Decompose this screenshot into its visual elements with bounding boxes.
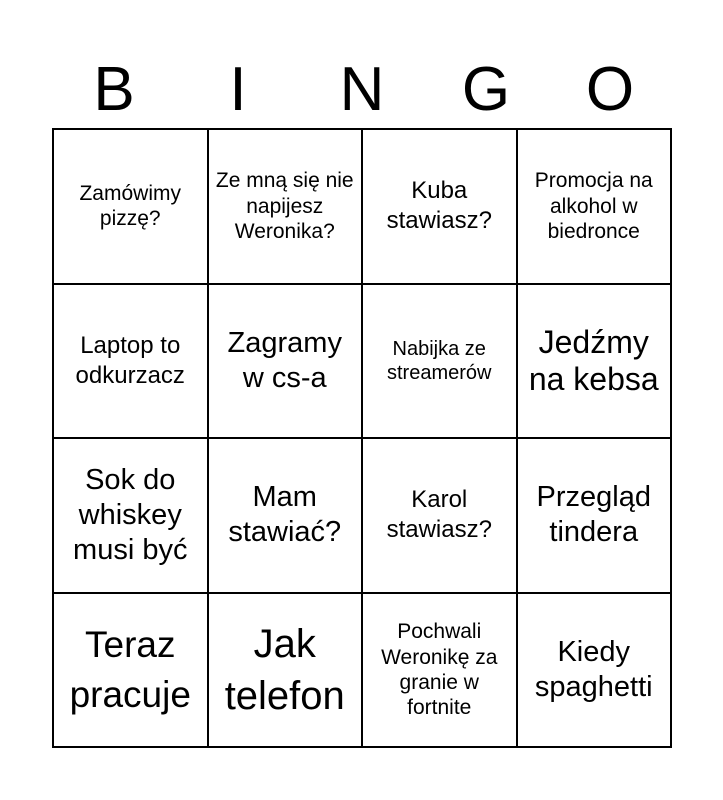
- bingo-cell[interactable]: Promocja na alkohol w biedronce: [518, 130, 673, 285]
- bingo-cell[interactable]: Teraz pracuje: [54, 594, 209, 749]
- bingo-board: [52, 128, 672, 748]
- bingo-cell[interactable]: Jedźmy na kebsa: [518, 285, 673, 440]
- header-letter-g: G: [461, 55, 511, 124]
- bingo-cell[interactable]: Przegląd tindera: [518, 439, 673, 594]
- bingo-cell[interactable]: Zagramy w cs-a: [209, 285, 364, 440]
- header-letter-n: N: [339, 55, 385, 124]
- bingo-cell[interactable]: Ze mną się nie napijesz Weronika?: [209, 130, 364, 285]
- header-letter-b: B: [93, 55, 135, 124]
- header-letter-o: O: [585, 55, 635, 124]
- header-letter-i: I: [229, 55, 247, 124]
- bingo-header: [52, 52, 672, 128]
- bingo-cell[interactable]: Zamówimy pizzę?: [54, 130, 209, 285]
- bingo-cell[interactable]: Sok do whiskey musi być: [54, 439, 209, 594]
- bingo-cell[interactable]: Karol stawiasz?: [363, 439, 518, 594]
- bingo-cell[interactable]: Mam stawiać?: [209, 439, 364, 594]
- bingo-cell[interactable]: Kuba stawiasz?: [363, 130, 518, 285]
- bingo-cell[interactable]: Nabijka ze streamerów: [363, 285, 518, 440]
- bingo-cell[interactable]: Jak telefon: [209, 594, 364, 749]
- bingo-cell[interactable]: Pochwali Weronikę za granie w fortnite: [363, 594, 518, 749]
- bingo-cell[interactable]: Kiedy spaghetti: [518, 594, 673, 749]
- bingo-cell[interactable]: Laptop to odkurzacz: [54, 285, 209, 440]
